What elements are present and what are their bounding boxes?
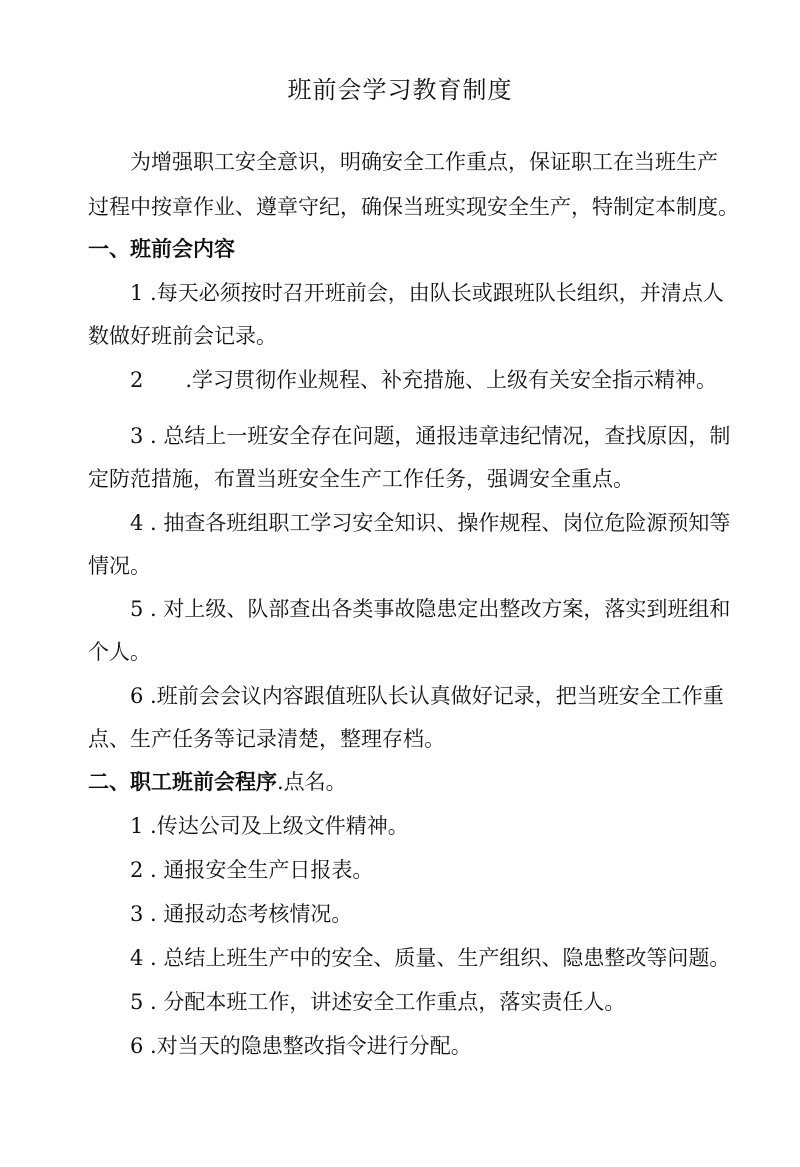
section-2-item-6: 6 .对当天的隐患整改指令进行分配。 [130,1034,472,1058]
section-1-item-3-line-2: 定防范措施，布置当班安全生产工作任务，强调安全重点。 [88,467,634,491]
intro-line-2: 过程中按章作业、遵章守纪，确保当班实现安全生产，特制定本制度。 [88,195,739,219]
section-1-item-2-line-1: 2 .学习贯彻作业规程、补充措施、上级有关安全指示精神。 [130,368,718,392]
section-1-item-1-line-1: 1 .每天必须按时召开班前会，由队长或跟班队长组织，并清点人 [130,281,724,305]
intro-line-1: 为增强职工安全意识，明确安全工作重点，保证职工在当班生产 [130,150,718,174]
section-2-item-1: 1 .传达公司及上级文件精神。 [130,814,409,838]
section-1-item-6-line-1: 6 .班前会会议内容跟值班队长认真做好记录，把当班安全工作重 [130,684,724,708]
section-1-item-5-line-2: 个人。 [88,640,151,664]
section-2-heading: 二、职工班前会程序 [88,770,277,794]
section-1-item-4-line-2: 情况。 [88,554,151,578]
section-2-heading-suffix: .点名。 [277,770,347,794]
section-1-item-6-line-2: 点、生产任务等记录清楚，整理存档。 [88,727,445,751]
document-title: 班前会学习教育制度 [287,76,513,104]
section-2-heading-row [88,767,347,797]
section-2-item-4: 4 . 总结上班生产中的安全、质量、生产组织、隐患整改等问题。 [130,946,731,970]
section-2-item-3: 3 . 通报动态考核情况。 [130,902,353,926]
section-1-item-4-line-1: 4 . 抽查各班组职工学习安全知识、操作规程、岗位危险源预知等 [130,511,731,535]
section-2-item-2: 2 . 通报安全生产日报表。 [130,858,374,882]
section-2-item-5: 5 . 分配本班工作，讲述安全工作重点，落实责任人。 [130,990,626,1014]
section-1-item-5-line-1: 5 . 对上级、队部查出各类事故隐患定出整改方案，落实到班组和 [130,597,731,621]
section-1-item-1-line-2: 数做好班前会记录。 [88,324,277,348]
section-1-heading: 一、班前会内容 [88,237,235,261]
section-1-item-3-line-1: 3 . 总结上一班安全存在问题，通报违章违纪情况，查找原因，制 [130,424,731,448]
